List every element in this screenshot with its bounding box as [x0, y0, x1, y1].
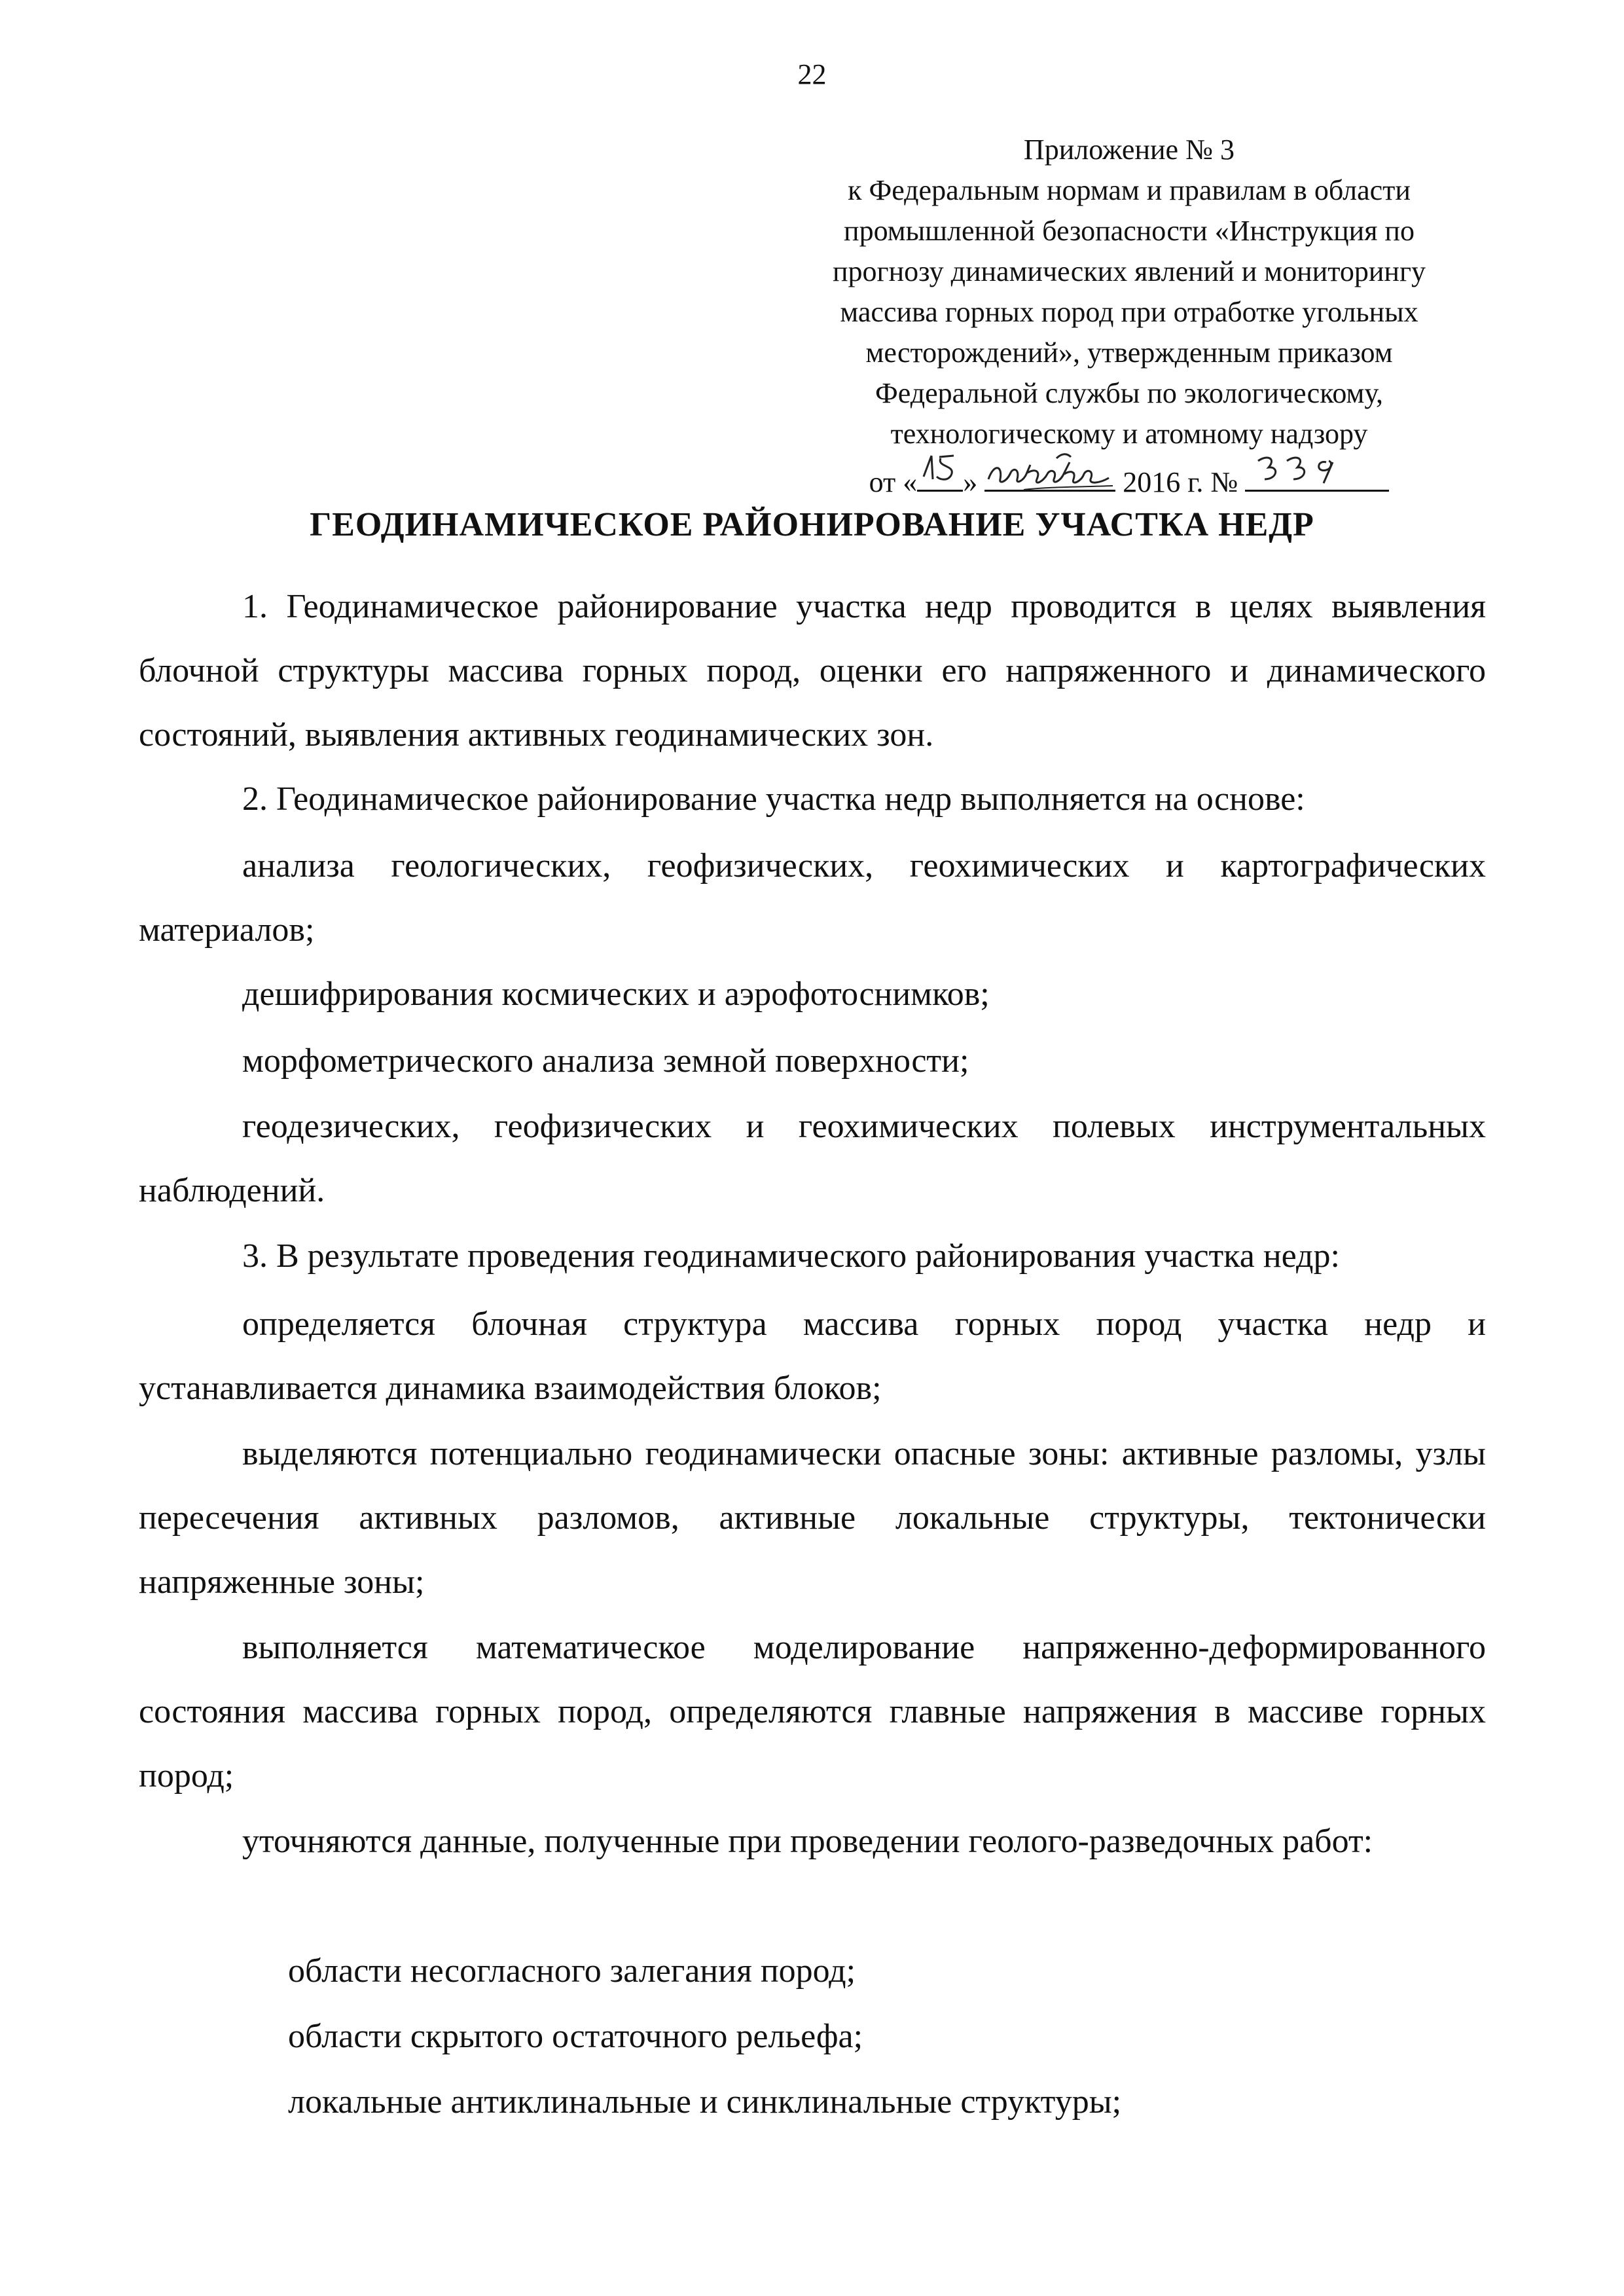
paragraph-1: 1. Геодинамическое районирование участка недр проводится в целях выявления блочной структуры массива горных пород, оценки его напряженного и динамического состояний, выявления активных геодинамических зон. [139, 588, 1486, 754]
appendix-line: массива горных пород при отработке угольных [840, 296, 1418, 328]
paragraph-block-structure: определяется блочная структура массива горных пород участка недр и устанавливается динамика взаимодействия блоков; [139, 1305, 1486, 1407]
year-text: 2016 г. № [1123, 466, 1238, 498]
handwritten-day-svg [917, 450, 963, 490]
document-title: ГЕОДИНАМИЧЕСКОЕ РАЙОНИРОВАНИЕ УЧАСТКА НЕДР [310, 506, 1314, 543]
handwritten-number-svg [1245, 450, 1389, 490]
list-item: области несогласного залегания пород; [288, 1952, 856, 1990]
handwritten-month [984, 456, 1115, 492]
appendix-line: Приложение № 3 [1023, 134, 1235, 166]
handwritten-number [1245, 456, 1389, 492]
appendix-line: месторождений», утвержденным приказом [865, 337, 1393, 369]
date-mid: » [963, 466, 978, 498]
handwritten-month-svg [984, 450, 1115, 496]
paragraph-morphometry: морфометрического анализа земной поверхности; [242, 1042, 969, 1080]
list-item: области скрытого остаточного рельефа; [288, 2018, 863, 2055]
paragraph-observations: геодезических, геофизических и геохимических полевых инструментальных наблюдений. [139, 1108, 1486, 1209]
appendix-line: Федеральной службы по экологическому, [875, 377, 1383, 409]
list-item: локальные антиклинальные и синклинальные структуры; [288, 2083, 1122, 2121]
paragraph-2: 2. Геодинамическое районирование участка недр выполняется на основе: [242, 780, 1305, 818]
paragraph-analysis: анализа геологических, геофизических, геохимических и картографических материалов; [139, 847, 1486, 949]
appendix-header [782, 130, 1476, 503]
paragraph-decoding: дешифрирования космических и аэрофотоснимков; [242, 975, 990, 1013]
appendix-line: технологическому и атомному надзору [890, 418, 1368, 450]
paragraph-hazard-zones: выделяются потенциально геодинамически опасные зоны: активные разломы, узлы пересечения активных разломов, активные локальные структуры, тектонически напряженные зоны; [139, 1435, 1486, 1601]
paragraph-data-refinement: уточняются данные, полученные при проведении геолого-разведочных работ: [242, 1823, 1373, 1860]
page-number: 22 [797, 58, 827, 90]
order-date-line [782, 456, 1476, 503]
paragraph-3: 3. В результате проведения геодинамического районирования участка недр: [242, 1237, 1340, 1275]
date-prefix: от « [869, 466, 918, 498]
appendix-line: прогнозу динамических явлений и мониторингу [832, 255, 1426, 287]
appendix-line: промышленной безопасности «Инструкция по [844, 215, 1415, 247]
appendix-line: к Федеральным нормам и правилам в области [848, 174, 1411, 206]
paragraph-modeling: выполняется математическое моделирование напряженно-деформированного состояния массива горных пород, определяются главные напряжения в массиве горных пород; [139, 1629, 1486, 1795]
handwritten-day [917, 456, 963, 492]
